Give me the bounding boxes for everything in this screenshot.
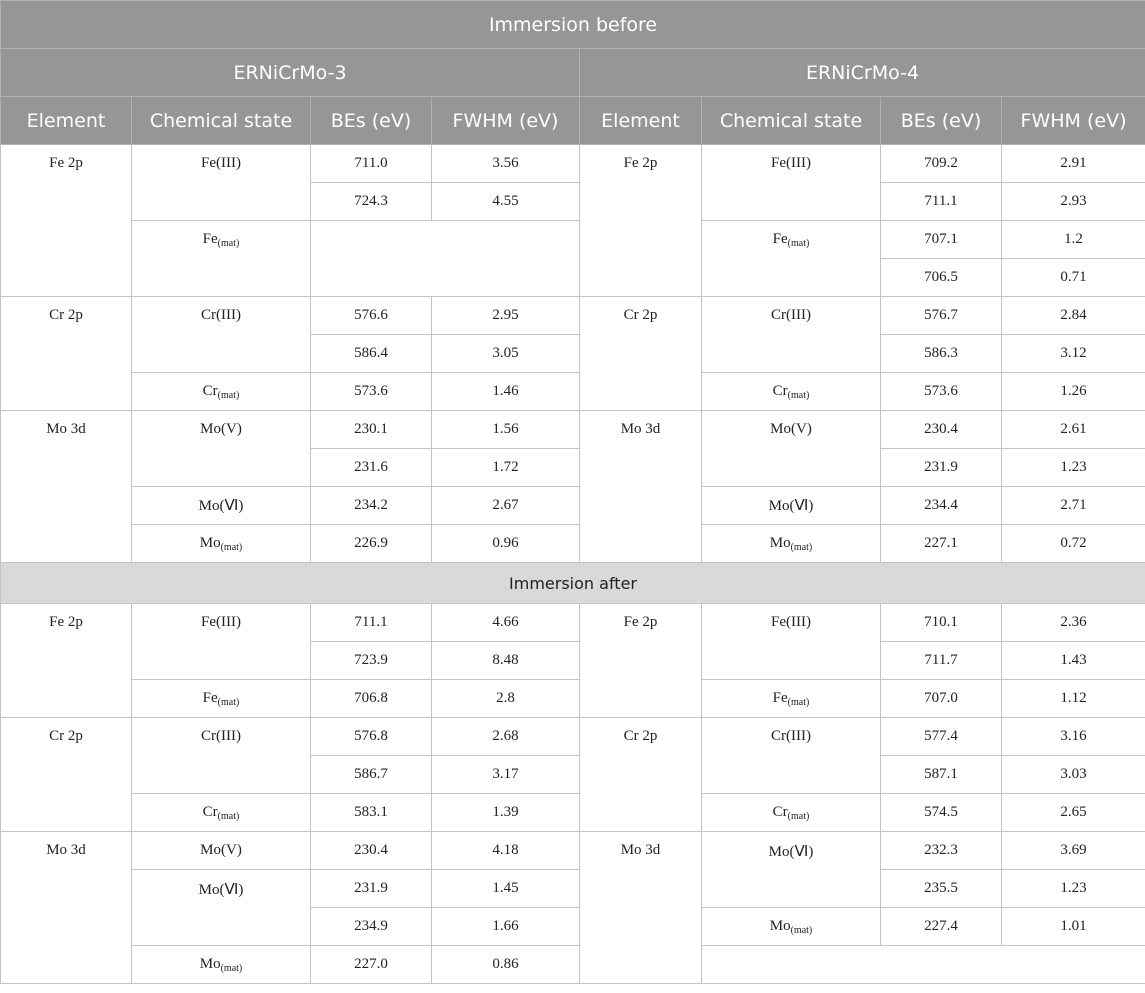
fwhm-cell: 1.12 — [1002, 680, 1145, 718]
chemical-state-cell: Fe(III) — [702, 604, 881, 680]
chemical-state-cell: Mo(V) — [132, 832, 311, 870]
fwhm-cell: 1.66 — [432, 908, 580, 946]
bes-cell: 234.9 — [311, 908, 432, 946]
fwhm-cell: 3.17 — [432, 756, 580, 794]
chemical-state-cell — [132, 221, 311, 297]
chemical-state-cell — [702, 908, 881, 946]
state-symbol: Mo — [199, 955, 221, 972]
fwhm-cell: 2.67 — [432, 487, 580, 525]
state-symbol: Cr — [772, 382, 788, 399]
fwhm-cell: 1.2 — [1002, 221, 1145, 259]
chemical-state-cell — [702, 221, 881, 297]
col-header-bes: BEs (eV) — [311, 97, 432, 145]
table-row — [1, 946, 1145, 984]
fwhm-cell: 3.56 — [432, 145, 580, 183]
state-symbol: Cr — [202, 382, 218, 399]
bes-cell: 227.1 — [881, 525, 1002, 563]
fwhm-cell: 2.71 — [1002, 487, 1145, 525]
state-subscript: (mat) — [787, 389, 810, 401]
bes-cell: 586.3 — [881, 335, 1002, 373]
fwhm-cell: 3.12 — [1002, 335, 1145, 373]
bes-cell: 710.1 — [881, 604, 1002, 642]
empty-cell — [311, 221, 580, 297]
bes-cell: 576.8 — [311, 718, 432, 756]
bes-cell: 707.1 — [881, 221, 1002, 259]
bes-cell: 574.5 — [881, 794, 1002, 832]
fwhm-cell: 1.45 — [432, 870, 580, 908]
chemical-state-cell — [132, 373, 311, 411]
fwhm-cell: 2.68 — [432, 718, 580, 756]
state-subscript: (mat) — [787, 696, 810, 708]
bes-cell: 706.8 — [311, 680, 432, 718]
fwhm-cell: 0.86 — [432, 946, 580, 984]
fwhm-cell: 8.48 — [432, 642, 580, 680]
state-symbol: Cr — [772, 803, 788, 820]
state-symbol: Fe — [202, 689, 218, 706]
chemical-state-cell — [702, 525, 881, 563]
chemical-state-cell: Mo(Ⅵ) — [132, 487, 311, 525]
fwhm-cell: 4.55 — [432, 183, 580, 221]
chemical-state-cell: Cr(III) — [702, 718, 881, 794]
element-cell: Cr 2p — [1, 297, 132, 411]
chemical-state-cell: Fe(III) — [132, 145, 311, 221]
chemical-state-cell — [702, 373, 881, 411]
element-cell: Fe 2p — [580, 604, 702, 718]
table-row — [1, 221, 1145, 259]
bes-cell: 573.6 — [311, 373, 432, 411]
bes-cell: 230.1 — [311, 411, 432, 449]
fwhm-cell: 0.96 — [432, 525, 580, 563]
bes-cell: 587.1 — [881, 756, 1002, 794]
chemical-state-cell: Cr(III) — [702, 297, 881, 373]
fwhm-cell: 2.93 — [1002, 183, 1145, 221]
element-cell: Cr 2p — [580, 718, 702, 832]
fwhm-cell: 1.01 — [1002, 908, 1145, 946]
fwhm-cell: 3.03 — [1002, 756, 1145, 794]
fwhm-cell: 2.84 — [1002, 297, 1145, 335]
chemical-state-cell — [132, 525, 311, 563]
bes-cell: 227.0 — [311, 946, 432, 984]
bes-cell: 231.9 — [311, 870, 432, 908]
bes-cell: 706.5 — [881, 259, 1002, 297]
fwhm-cell: 4.18 — [432, 832, 580, 870]
fwhm-cell: 3.69 — [1002, 832, 1145, 870]
fwhm-cell: 2.95 — [432, 297, 580, 335]
bes-cell: 235.5 — [881, 870, 1002, 908]
state-subscript: (mat) — [217, 389, 240, 401]
chemical-state-cell — [702, 794, 881, 832]
chemical-state-cell: Fe(III) — [702, 145, 881, 221]
title-row — [1, 1, 1145, 49]
state-subscript: (mat) — [787, 810, 810, 822]
table-row — [1, 680, 1145, 718]
chemical-state-cell: Mo(V) — [132, 411, 311, 487]
bes-cell: 577.4 — [881, 718, 1002, 756]
fwhm-cell: 1.23 — [1002, 870, 1145, 908]
table-row — [1, 870, 1145, 908]
section-title: Immersion after — [1, 563, 1145, 604]
bes-cell: 711.1 — [311, 604, 432, 642]
element-cell: Fe 2p — [580, 145, 702, 297]
element-cell: Cr 2p — [1, 718, 132, 832]
col-header-element: Element — [580, 97, 702, 145]
table-row — [1, 145, 1145, 183]
state-subscript: (mat) — [217, 810, 240, 822]
fwhm-cell: 2.36 — [1002, 604, 1145, 642]
fwhm-cell: 1.56 — [432, 411, 580, 449]
bes-cell: 723.9 — [311, 642, 432, 680]
chemical-state-cell: Fe(III) — [132, 604, 311, 680]
fwhm-cell: 1.46 — [432, 373, 580, 411]
col-header-chemical-state: Chemical state — [702, 97, 881, 145]
bes-cell: 586.4 — [311, 335, 432, 373]
alloy-header-row — [1, 49, 1145, 97]
fwhm-cell: 2.91 — [1002, 145, 1145, 183]
section-row — [1, 563, 1145, 604]
bes-cell: 234.2 — [311, 487, 432, 525]
state-symbol: Fe — [772, 231, 788, 247]
chemical-state-cell — [132, 680, 311, 718]
state-subscript: (mat) — [217, 238, 240, 249]
fwhm-cell: 2.61 — [1002, 411, 1145, 449]
state-symbol: Fe — [772, 689, 788, 706]
fwhm-cell: 1.23 — [1002, 449, 1145, 487]
bes-cell: 586.7 — [311, 756, 432, 794]
bes-cell: 231.9 — [881, 449, 1002, 487]
bes-cell: 711.7 — [881, 642, 1002, 680]
element-cell: Fe 2p — [1, 145, 132, 297]
chemical-state-cell: Mo(V) — [702, 411, 881, 487]
col-header-fwhm: FWHM (eV) — [1002, 97, 1145, 145]
chemical-state-cell — [132, 794, 311, 832]
state-subscript: (mat) — [787, 238, 810, 249]
table-row — [1, 411, 1145, 449]
table-row — [1, 525, 1145, 563]
col-header-fwhm: FWHM (eV) — [432, 97, 580, 145]
fwhm-cell: 0.72 — [1002, 525, 1145, 563]
chemical-state-cell: Cr(III) — [132, 297, 311, 373]
bes-cell: 231.6 — [311, 449, 432, 487]
bes-cell: 234.4 — [881, 487, 1002, 525]
bes-cell: 576.6 — [311, 297, 432, 335]
fwhm-cell: 1.43 — [1002, 642, 1145, 680]
table-row — [1, 832, 1145, 870]
table-row — [1, 718, 1145, 756]
state-subscript: (mat) — [790, 541, 813, 553]
bes-cell: 709.2 — [881, 145, 1002, 183]
fwhm-cell: 2.8 — [432, 680, 580, 718]
element-cell: Mo 3d — [580, 832, 702, 984]
chemical-state-cell: Mo(Ⅵ) — [702, 487, 881, 525]
state-symbol: Cr — [202, 803, 218, 820]
chemical-state-cell: Mo(Ⅵ) — [132, 870, 311, 946]
empty-cell — [702, 946, 1145, 984]
table-row — [1, 487, 1145, 525]
table-row — [1, 373, 1145, 411]
col-header-chemical-state: Chemical state — [132, 97, 311, 145]
fwhm-cell: 1.26 — [1002, 373, 1145, 411]
element-cell: Mo 3d — [580, 411, 702, 563]
fwhm-cell: 1.39 — [432, 794, 580, 832]
state-symbol: Mo — [769, 917, 791, 934]
column-header-row — [1, 97, 1145, 145]
bes-cell: 573.6 — [881, 373, 1002, 411]
state-subscript: (mat) — [220, 541, 243, 553]
chemical-state-cell — [132, 946, 311, 984]
bes-cell: 711.1 — [881, 183, 1002, 221]
bes-cell: 226.9 — [311, 525, 432, 563]
table-row — [1, 297, 1145, 335]
element-cell: Fe 2p — [1, 604, 132, 718]
alloy-header-right: ERNiCrMo-4 — [580, 49, 1145, 97]
chemical-state-cell: Cr(III) — [132, 718, 311, 794]
table-title: Immersion before — [1, 1, 1145, 49]
fwhm-cell: 2.65 — [1002, 794, 1145, 832]
col-header-bes: BEs (eV) — [881, 97, 1002, 145]
bes-cell: 583.1 — [311, 794, 432, 832]
col-header-element: Element — [1, 97, 132, 145]
state-symbol: Mo — [769, 534, 791, 551]
fwhm-cell: 0.71 — [1002, 259, 1145, 297]
bes-cell: 707.0 — [881, 680, 1002, 718]
bes-cell: 230.4 — [311, 832, 432, 870]
state-subscript: (mat) — [217, 696, 240, 708]
alloy-header-left: ERNiCrMo-3 — [1, 49, 580, 97]
state-subscript: (mat) — [790, 924, 813, 936]
bes-cell: 230.4 — [881, 411, 1002, 449]
table-row — [1, 794, 1145, 832]
fwhm-cell: 4.66 — [432, 604, 580, 642]
state-symbol: Fe — [202, 231, 218, 247]
state-symbol: Mo — [199, 534, 221, 551]
bes-cell: 576.7 — [881, 297, 1002, 335]
table-row — [1, 604, 1145, 642]
element-cell: Cr 2p — [580, 297, 702, 411]
bes-cell: 227.4 — [881, 908, 1002, 946]
bes-cell: 724.3 — [311, 183, 432, 221]
bes-cell: 711.0 — [311, 145, 432, 183]
state-subscript: (mat) — [220, 962, 243, 974]
chemical-state-cell: Mo(Ⅵ) — [702, 832, 881, 908]
fwhm-cell: 1.72 — [432, 449, 580, 487]
bes-cell: 232.3 — [881, 832, 1002, 870]
element-cell: Mo 3d — [1, 411, 132, 563]
fwhm-cell: 3.16 — [1002, 718, 1145, 756]
chemical-state-cell — [702, 680, 881, 718]
element-cell: Mo 3d — [1, 832, 132, 984]
fwhm-cell: 3.05 — [432, 335, 580, 373]
